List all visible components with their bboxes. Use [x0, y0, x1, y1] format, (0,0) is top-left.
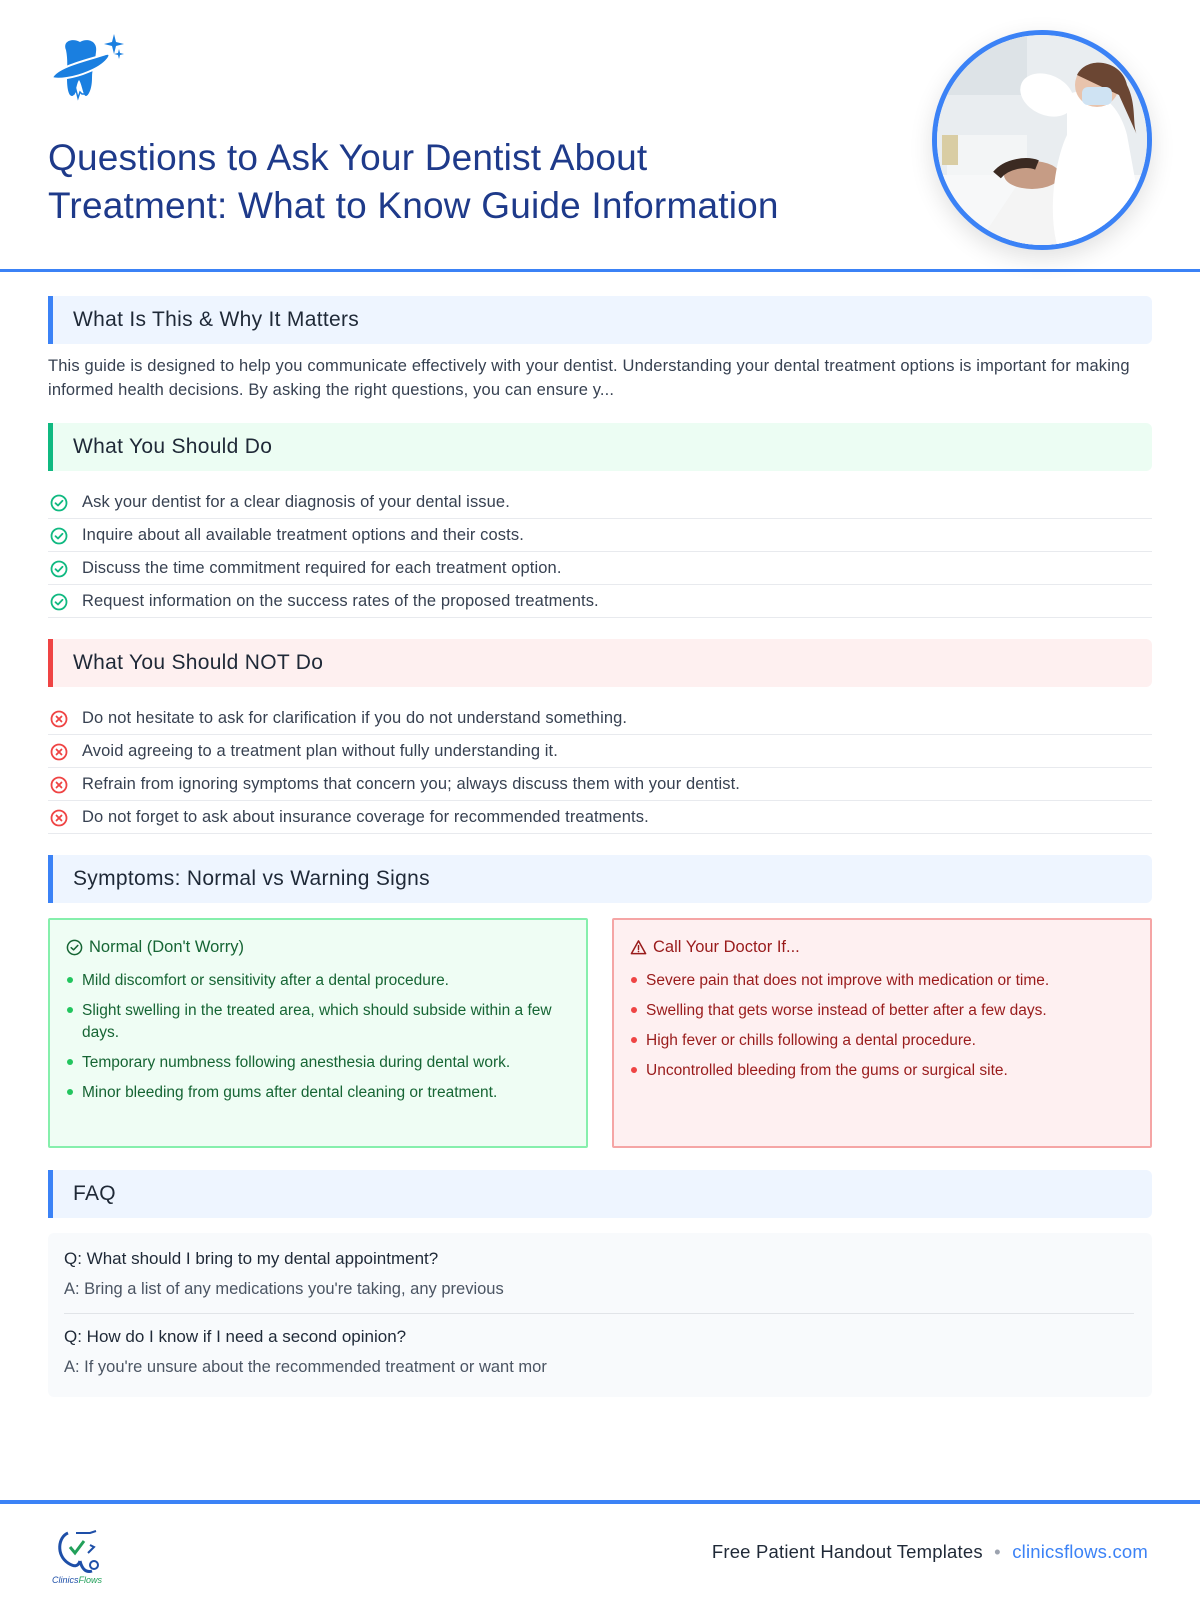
section-header-symptoms — [48, 855, 1152, 903]
check-circle-icon — [50, 560, 68, 578]
faq-item — [64, 1325, 1134, 1379]
faq-item — [64, 1247, 1134, 1301]
section-header-about — [48, 296, 1152, 344]
tooth-logo-icon — [48, 32, 128, 102]
list-item: Slight swelling in the treated area, which should subside within a few days. — [66, 1000, 566, 1044]
list-item-text: Ask your dentist for a clear diagnosis of your dental issue. — [82, 493, 510, 511]
list-item-text: Request information on the success rates of the proposed treatments. — [82, 592, 599, 610]
list-item: Swelling that gets worse instead of better after a few days. — [630, 1000, 1130, 1022]
list-item: High fever or chills following a dental procedure. — [630, 1030, 1130, 1052]
page-title — [48, 134, 908, 230]
section-header-donts — [48, 639, 1152, 687]
box-title-text: Normal (Don't Worry) — [89, 938, 245, 956]
title-line-2: Treatment: What to Know Guide Information — [48, 185, 779, 226]
normal-symptoms-title — [66, 938, 244, 957]
list-item — [48, 702, 1152, 735]
list-item: Minor bleeding from gums after dental cleaning or treatment. — [66, 1082, 566, 1104]
check-circle-icon — [50, 593, 68, 611]
warning-symptoms-list — [630, 970, 1130, 1090]
warning-symptoms-title — [630, 938, 800, 957]
check-circle-icon — [50, 494, 68, 512]
intro-paragraph: This guide is designed to help you communicate effectively with your dentist. Understanding your dental treatment options is important for making informed health decisions. By asking the right questions, you can ensure y... — [48, 357, 1130, 399]
warning-symptoms-box — [612, 918, 1152, 1148]
section-header-dos — [48, 423, 1152, 471]
dentist-photo — [932, 30, 1152, 250]
list-item-text: Do not forget to ask about insurance coverage for recommended treatments. — [82, 808, 649, 826]
x-circle-icon — [50, 776, 68, 794]
faq-panel — [48, 1233, 1152, 1397]
faq-question: Q: What should I bring to my dental appointment? — [64, 1249, 439, 1268]
section-title: Symptoms: Normal vs Warning Signs — [73, 867, 430, 890]
faq-answer: A: Bring a list of any medications you're taking, any previous — [64, 1280, 504, 1298]
list-item — [48, 801, 1152, 834]
list-item: Severe pain that does not improve with medication or time. — [630, 970, 1130, 992]
normal-symptoms-list — [66, 970, 566, 1112]
svg-text:ClinicsFlows: ClinicsFlows — [52, 1575, 103, 1585]
list-item — [48, 519, 1152, 552]
list-item: Uncontrolled bleeding from the gums or surgical site. — [630, 1060, 1130, 1082]
list-item — [48, 585, 1152, 618]
section-title: FAQ — [73, 1182, 116, 1205]
faq-divider — [64, 1313, 1134, 1314]
faq-question: Q: How do I know if I need a second opinion? — [64, 1327, 407, 1346]
dos-list — [48, 486, 1152, 618]
footer-website-link[interactable]: clinicsflows.com — [1012, 1541, 1148, 1562]
title-line-1: Questions to Ask Your Dentist About — [48, 137, 648, 178]
list-item — [48, 768, 1152, 801]
list-item-text: Inquire about all available treatment options and their costs. — [82, 526, 524, 544]
section-title: What Is This & Why It Matters — [73, 308, 360, 331]
list-item — [48, 735, 1152, 768]
list-item-text: Refrain from ignoring symptoms that concern you; always discuss them with your dentist. — [82, 775, 740, 793]
list-item — [48, 552, 1152, 585]
warning-triangle-icon — [630, 939, 647, 956]
faq-answer: A: If you're unsure about the recommended treatment or want mor — [64, 1358, 547, 1376]
box-title-text: Call Your Doctor If... — [653, 938, 800, 956]
check-circle-icon — [50, 527, 68, 545]
list-item-text: Discuss the time commitment required for each treatment option. — [82, 559, 562, 577]
page-header — [0, 0, 1200, 272]
clinicsflows-logo-icon — [50, 1525, 114, 1587]
x-circle-icon — [50, 809, 68, 827]
section-header-faq — [48, 1170, 1152, 1218]
list-item: Mild discomfort or sensitivity after a dental procedure. — [66, 970, 566, 992]
footer-tagline: Free Patient Handout Templates — [711, 1541, 983, 1562]
footer-divider — [0, 1500, 1200, 1504]
check-circle-icon — [66, 939, 83, 956]
normal-symptoms-box — [48, 918, 588, 1148]
x-circle-icon — [50, 710, 68, 728]
donts-list — [48, 702, 1152, 834]
section-title: What You Should Do — [73, 435, 273, 458]
section-title: What You Should NOT Do — [73, 651, 324, 674]
footer-separator: • — [994, 1541, 1001, 1562]
footer-text — [712, 1541, 1148, 1563]
list-item — [48, 486, 1152, 519]
list-item-text: Avoid agreeing to a treatment plan without fully understanding it. — [82, 742, 558, 760]
dentist-photo-illustration — [937, 35, 1147, 245]
list-item: Temporary numbness following anesthesia during dental work. — [66, 1052, 566, 1074]
list-item-text: Do not hesitate to ask for clarification if you do not understand something. — [82, 709, 628, 727]
x-circle-icon — [50, 743, 68, 761]
